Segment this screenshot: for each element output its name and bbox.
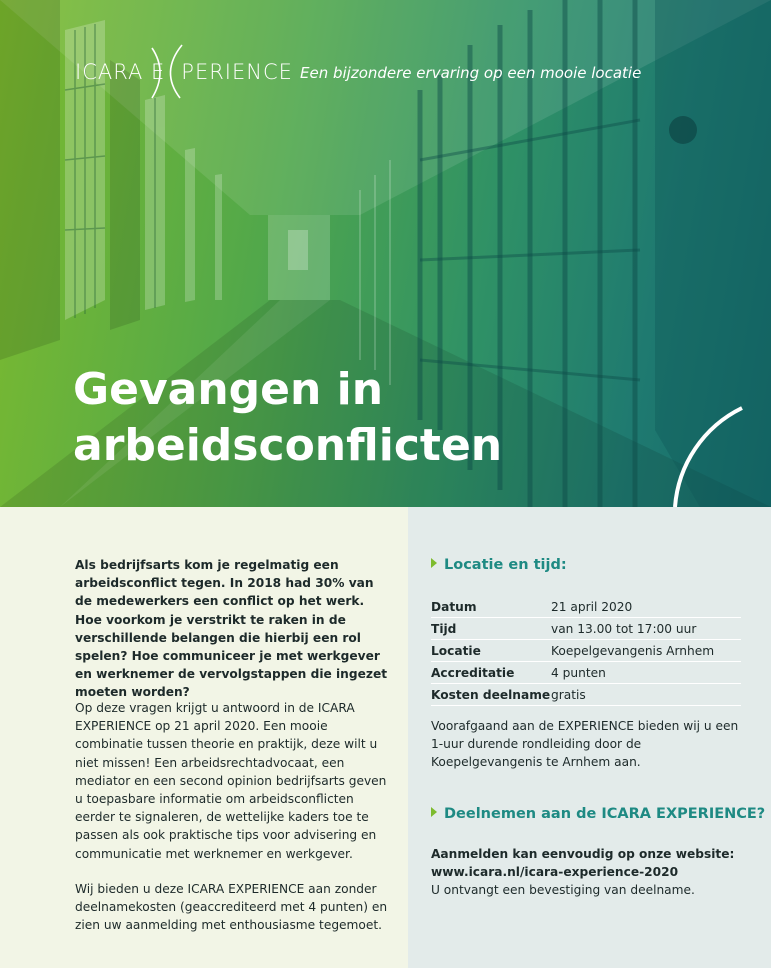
body-paragraph-2: Wij bieden u deze ICARA EXPERIENCE aan zonder deelnamekosten (geaccrediteerd met 4 punten) en zien uw aanmelding met enthousiasme tegemoet. [75,882,388,933]
detail-value: van 13.00 tot 17:00 uur [551,618,741,640]
table-row [431,684,741,706]
table-row [431,640,741,662]
detail-value: Koepelgevangenis Arnhem [551,640,741,662]
tour-note: Voorafgaand aan de EXPERIENCE bieden wij u een 1-uur durende rondleiding door de Koepelgevangenis te Arnhem aan. [431,719,739,770]
title-line-1: Gevangen in [73,364,384,415]
table-row [431,618,741,640]
event-details-table [431,596,741,706]
participate-heading: Deelnemen aan de ICARA EXPERIENCE? [431,806,765,822]
detail-label: Locatie [431,640,551,662]
page-title [73,362,502,474]
title-line-2: arbeidsconflicten [73,420,503,471]
detail-label: Datum [431,596,551,618]
signup-block [431,845,751,900]
triangle-bullet-icon [431,558,437,568]
detail-label: Accreditatie [431,662,551,684]
detail-label: Tijd [431,618,551,640]
detail-label: Kosten deelname [431,684,551,706]
intro-paragraph: Als bedrijfsarts kom je regelmatig een arbeidsconflict tegen. In 2018 had 30% van de medewerkers een conflict op het werk. Hoe voorkom je verstrikt te raken in de verschillende belangen die hierbij een rol spelen? Hoe communiceer je met werkgever en werknemer de vervolgstappen die ingezet moeten worden? [75,558,388,700]
tagline: Een bijzondere ervaring op een mooie locatie [300,64,642,82]
location-heading: Locatie en tijd: [431,557,567,573]
detail-value: gratis [551,684,741,706]
triangle-bullet-icon [431,807,437,817]
body-paragraph-1: Op deze vragen krijgt u antwoord in de ICARA EXPERIENCE op 21 april 2020. Een mooie combinatie tussen theorie en praktijk, deze wilt u niet missen! Een arbeidsrechtadvocaat, een mediator en een second opinion bedrijfsarts geven u toepasbare informatie om arbeidsconflicten eerder te signaleren, de wettelijke kaders toe te passen als ook praktische tips voor advisering en communicatie met werknemer en werkgever. [75,701,387,861]
detail-value: 21 april 2020 [551,596,741,618]
brand-logo: ICARA E PERIENCE [75,60,293,84]
signup-instruction: Aanmelden kan eenvoudig op onze website: [431,847,735,861]
table-row [431,662,741,684]
signup-confirmation: U ontvangt een bevestiging van deelname. [431,883,695,898]
signup-link[interactable]: www.icara.nl/icara-experience-2020 [431,865,679,880]
detail-value: 4 punten [551,662,741,684]
table-row [431,596,741,618]
